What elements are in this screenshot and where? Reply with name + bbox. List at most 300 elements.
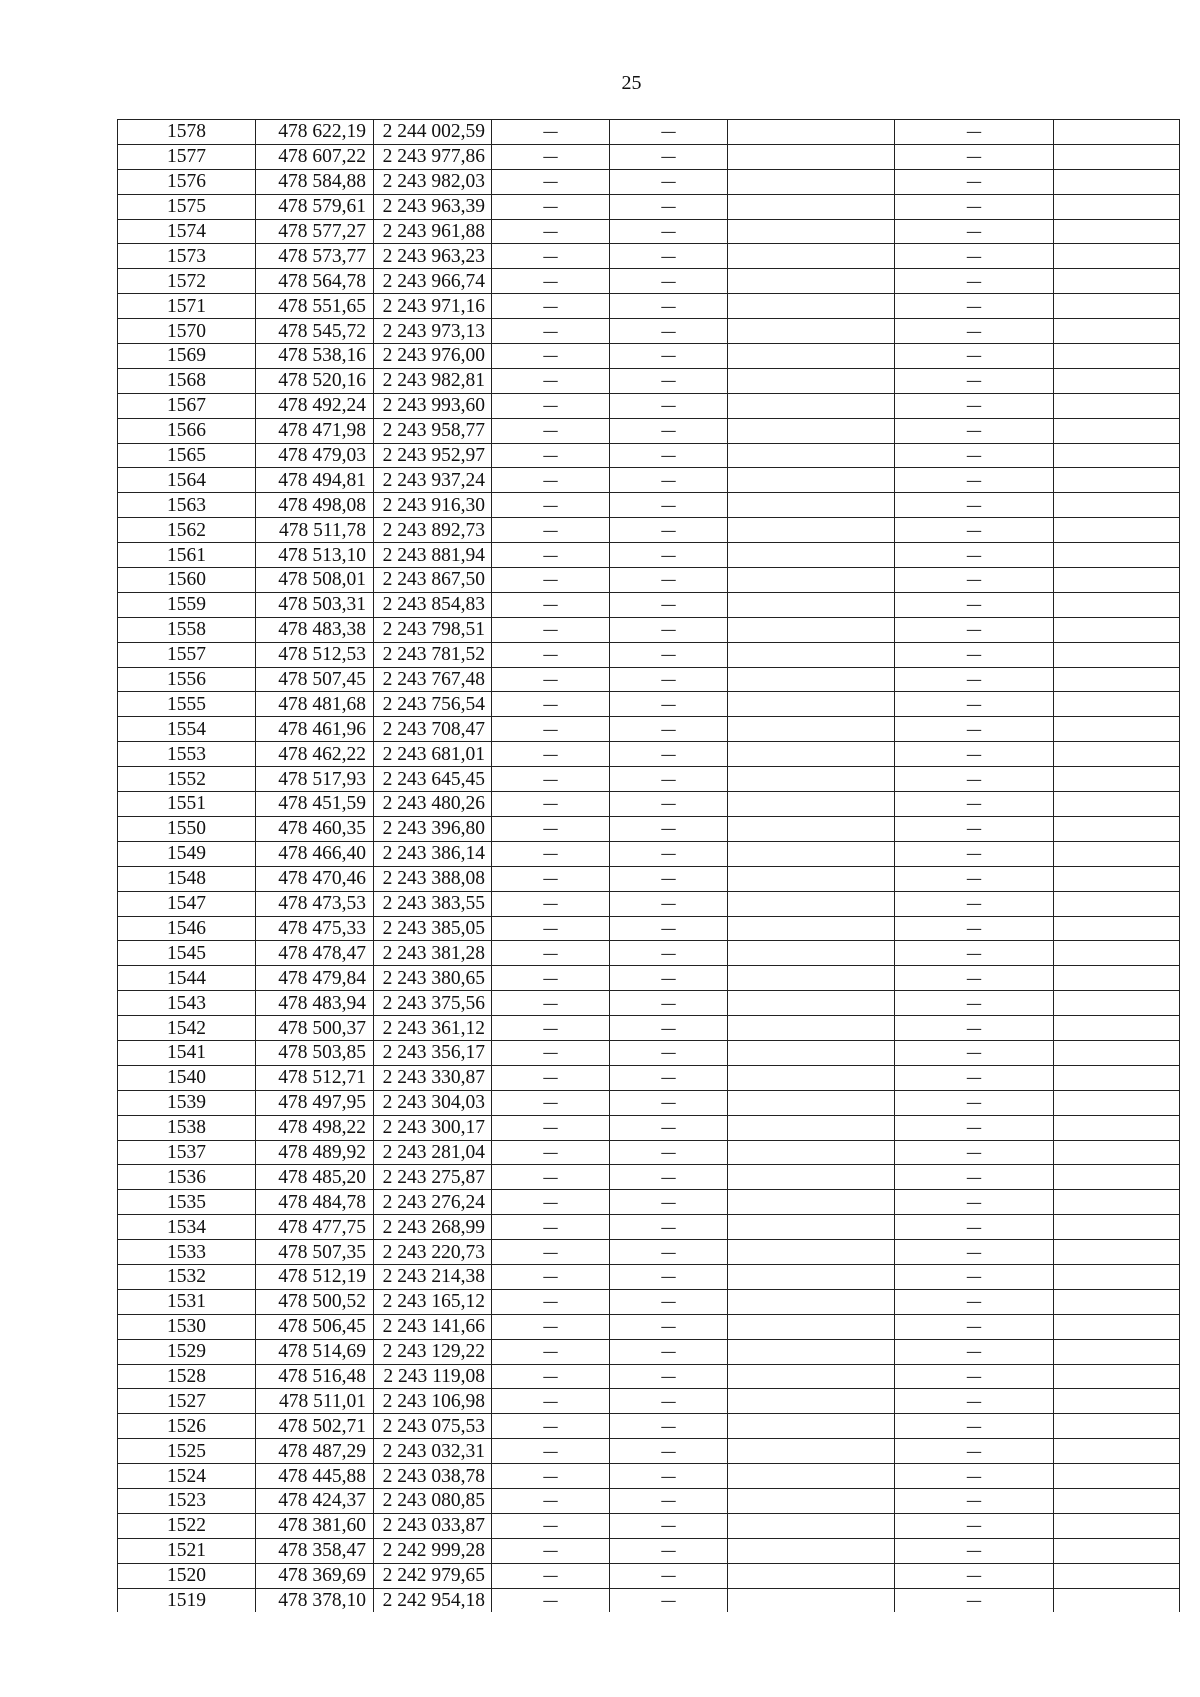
dash-cell: — xyxy=(610,841,728,866)
empty-cell xyxy=(728,1090,895,1115)
table-row xyxy=(118,941,1180,966)
table-row xyxy=(118,319,1180,344)
x-coordinate-cell: 478 477,75 xyxy=(256,1215,374,1240)
table-row xyxy=(118,767,1180,792)
point-number-cell: 1551 xyxy=(118,792,256,817)
table-row xyxy=(118,493,1180,518)
empty-cell xyxy=(728,194,895,219)
point-number-cell: 1543 xyxy=(118,991,256,1016)
y-coordinate-cell: 2 243 214,38 xyxy=(374,1264,492,1289)
page-number: 25 xyxy=(621,72,642,94)
empty-cell xyxy=(728,493,895,518)
dash-cell: — xyxy=(895,742,1054,767)
x-coordinate-cell: 478 451,59 xyxy=(256,792,374,817)
x-coordinate-cell: 478 487,29 xyxy=(256,1439,374,1464)
empty-cell xyxy=(1054,543,1180,568)
table-row xyxy=(118,792,1180,817)
table-row xyxy=(118,1389,1180,1414)
table-row xyxy=(118,1165,1180,1190)
table-row xyxy=(118,1065,1180,1090)
x-coordinate-cell: 478 507,45 xyxy=(256,667,374,692)
y-coordinate-cell: 2 243 681,01 xyxy=(374,742,492,767)
empty-cell xyxy=(1054,443,1180,468)
x-coordinate-cell: 478 513,10 xyxy=(256,543,374,568)
dash-cell: — xyxy=(492,816,610,841)
dash-cell: — xyxy=(610,418,728,443)
empty-cell xyxy=(728,1240,895,1265)
dash-cell: — xyxy=(492,1065,610,1090)
y-coordinate-cell: 2 243 080,85 xyxy=(374,1488,492,1513)
dash-cell: — xyxy=(610,617,728,642)
table-row xyxy=(118,1264,1180,1289)
dash-cell: — xyxy=(895,493,1054,518)
dash-cell: — xyxy=(492,991,610,1016)
empty-cell xyxy=(1054,1264,1180,1289)
dash-cell: — xyxy=(492,1215,610,1240)
dash-cell: — xyxy=(492,1040,610,1065)
y-coordinate-cell: 2 243 386,14 xyxy=(374,841,492,866)
dash-cell: — xyxy=(492,1140,610,1165)
point-number-cell: 1566 xyxy=(118,418,256,443)
dash-cell: — xyxy=(492,120,610,145)
point-number-cell: 1520 xyxy=(118,1563,256,1588)
dash-cell: — xyxy=(492,468,610,493)
empty-cell xyxy=(728,1588,895,1612)
dash-cell: — xyxy=(492,1264,610,1289)
empty-cell xyxy=(1054,269,1180,294)
empty-cell xyxy=(728,642,895,667)
dash-cell: — xyxy=(492,518,610,543)
dash-cell: — xyxy=(895,667,1054,692)
point-number-cell: 1572 xyxy=(118,269,256,294)
empty-cell xyxy=(1054,1563,1180,1588)
point-number-cell: 1541 xyxy=(118,1040,256,1065)
empty-cell xyxy=(1054,642,1180,667)
dash-cell: — xyxy=(492,667,610,692)
x-coordinate-cell: 478 517,93 xyxy=(256,767,374,792)
dash-cell: — xyxy=(895,1016,1054,1041)
y-coordinate-cell: 2 243 767,48 xyxy=(374,667,492,692)
dash-cell: — xyxy=(895,568,1054,593)
point-number-cell: 1522 xyxy=(118,1513,256,1538)
point-number-cell: 1533 xyxy=(118,1240,256,1265)
empty-cell xyxy=(1054,244,1180,269)
empty-cell xyxy=(1054,120,1180,145)
dash-cell: — xyxy=(492,1339,610,1364)
y-coordinate-cell: 2 244 002,59 xyxy=(374,120,492,145)
table-row xyxy=(118,1215,1180,1240)
empty-cell xyxy=(728,966,895,991)
dash-cell: — xyxy=(895,767,1054,792)
empty-cell xyxy=(728,692,895,717)
empty-cell xyxy=(1054,194,1180,219)
dash-cell: — xyxy=(610,941,728,966)
point-number-cell: 1540 xyxy=(118,1065,256,1090)
dash-cell: — xyxy=(895,1090,1054,1115)
dash-cell: — xyxy=(492,1563,610,1588)
point-number-cell: 1559 xyxy=(118,592,256,617)
x-coordinate-cell: 478 512,71 xyxy=(256,1065,374,1090)
x-coordinate-cell: 478 381,60 xyxy=(256,1513,374,1538)
x-coordinate-cell: 478 511,01 xyxy=(256,1389,374,1414)
dash-cell: — xyxy=(492,1090,610,1115)
y-coordinate-cell: 2 243 963,39 xyxy=(374,194,492,219)
dash-cell: — xyxy=(895,1065,1054,1090)
dash-cell: — xyxy=(492,1389,610,1414)
table-row xyxy=(118,294,1180,319)
dash-cell: — xyxy=(895,1289,1054,1314)
dash-cell: — xyxy=(610,543,728,568)
table-row xyxy=(118,891,1180,916)
empty-cell xyxy=(728,1140,895,1165)
table-row xyxy=(118,1414,1180,1439)
dash-cell: — xyxy=(610,792,728,817)
empty-cell xyxy=(728,1264,895,1289)
y-coordinate-cell: 2 243 385,05 xyxy=(374,916,492,941)
x-coordinate-cell: 478 514,69 xyxy=(256,1339,374,1364)
dash-cell: — xyxy=(895,891,1054,916)
dash-cell: — xyxy=(610,1140,728,1165)
empty-cell xyxy=(728,1165,895,1190)
dash-cell: — xyxy=(610,568,728,593)
y-coordinate-cell: 2 243 038,78 xyxy=(374,1464,492,1489)
dash-cell: — xyxy=(492,319,610,344)
empty-cell xyxy=(1054,941,1180,966)
table-row xyxy=(118,169,1180,194)
x-coordinate-cell: 478 483,38 xyxy=(256,617,374,642)
x-coordinate-cell: 478 511,78 xyxy=(256,518,374,543)
y-coordinate-cell: 2 243 971,16 xyxy=(374,294,492,319)
empty-cell xyxy=(1054,1215,1180,1240)
point-number-cell: 1521 xyxy=(118,1538,256,1563)
empty-cell xyxy=(1054,991,1180,1016)
dash-cell: — xyxy=(492,568,610,593)
x-coordinate-cell: 478 577,27 xyxy=(256,219,374,244)
dash-cell: — xyxy=(895,1190,1054,1215)
dash-cell: — xyxy=(492,1464,610,1489)
table-row xyxy=(118,1339,1180,1364)
table-row xyxy=(118,717,1180,742)
empty-cell xyxy=(728,617,895,642)
point-number-cell: 1553 xyxy=(118,742,256,767)
table-row xyxy=(118,1190,1180,1215)
x-coordinate-cell: 478 497,95 xyxy=(256,1090,374,1115)
dash-cell: — xyxy=(895,642,1054,667)
table-row xyxy=(118,1439,1180,1464)
x-coordinate-cell: 478 502,71 xyxy=(256,1414,374,1439)
dash-cell: — xyxy=(895,418,1054,443)
y-coordinate-cell: 2 243 966,74 xyxy=(374,269,492,294)
dash-cell: — xyxy=(895,144,1054,169)
empty-cell xyxy=(728,1464,895,1489)
empty-cell xyxy=(728,1289,895,1314)
table-row xyxy=(118,194,1180,219)
dash-cell: — xyxy=(492,941,610,966)
empty-cell xyxy=(728,1364,895,1389)
dash-cell: — xyxy=(492,169,610,194)
point-number-cell: 1525 xyxy=(118,1439,256,1464)
dash-cell: — xyxy=(492,244,610,269)
dash-cell: — xyxy=(492,1314,610,1339)
point-number-cell: 1527 xyxy=(118,1389,256,1414)
point-number-cell: 1570 xyxy=(118,319,256,344)
table-row xyxy=(118,742,1180,767)
empty-cell xyxy=(728,1065,895,1090)
empty-cell xyxy=(728,1513,895,1538)
dash-cell: — xyxy=(895,1040,1054,1065)
x-coordinate-cell: 478 473,53 xyxy=(256,891,374,916)
empty-cell xyxy=(728,443,895,468)
dash-cell: — xyxy=(610,642,728,667)
x-coordinate-cell: 478 503,85 xyxy=(256,1040,374,1065)
dash-cell: — xyxy=(492,866,610,891)
y-coordinate-cell: 2 243 854,83 xyxy=(374,592,492,617)
table-row xyxy=(118,1240,1180,1265)
dash-cell: — xyxy=(492,717,610,742)
empty-cell xyxy=(1054,1339,1180,1364)
x-coordinate-cell: 478 471,98 xyxy=(256,418,374,443)
x-coordinate-cell: 478 516,48 xyxy=(256,1364,374,1389)
point-number-cell: 1546 xyxy=(118,916,256,941)
dash-cell: — xyxy=(610,393,728,418)
empty-cell xyxy=(1054,916,1180,941)
empty-cell xyxy=(1054,1414,1180,1439)
dash-cell: — xyxy=(895,1389,1054,1414)
empty-cell xyxy=(1054,1040,1180,1065)
empty-cell xyxy=(1054,368,1180,393)
empty-cell xyxy=(728,344,895,369)
empty-cell xyxy=(1054,1464,1180,1489)
empty-cell xyxy=(728,767,895,792)
empty-cell xyxy=(728,219,895,244)
dash-cell: — xyxy=(610,144,728,169)
empty-cell xyxy=(1054,767,1180,792)
empty-cell xyxy=(1054,717,1180,742)
table-row xyxy=(118,1538,1180,1563)
dash-cell: — xyxy=(895,841,1054,866)
table-row xyxy=(118,1563,1180,1588)
point-number-cell: 1531 xyxy=(118,1289,256,1314)
empty-cell xyxy=(728,717,895,742)
empty-cell xyxy=(1054,1240,1180,1265)
dash-cell: — xyxy=(492,194,610,219)
point-number-cell: 1557 xyxy=(118,642,256,667)
x-coordinate-cell: 478 483,94 xyxy=(256,991,374,1016)
empty-cell xyxy=(1054,1065,1180,1090)
y-coordinate-cell: 2 243 075,53 xyxy=(374,1414,492,1439)
empty-cell xyxy=(1054,667,1180,692)
point-number-cell: 1565 xyxy=(118,443,256,468)
dash-cell: — xyxy=(610,1464,728,1489)
dash-cell: — xyxy=(610,1165,728,1190)
table-row xyxy=(118,568,1180,593)
y-coordinate-cell: 2 243 165,12 xyxy=(374,1289,492,1314)
dash-cell: — xyxy=(492,1289,610,1314)
table-row xyxy=(118,1588,1180,1612)
y-coordinate-cell: 2 243 375,56 xyxy=(374,991,492,1016)
point-number-cell: 1524 xyxy=(118,1464,256,1489)
y-coordinate-cell: 2 243 275,87 xyxy=(374,1165,492,1190)
point-number-cell: 1538 xyxy=(118,1115,256,1140)
empty-cell xyxy=(728,991,895,1016)
point-number-cell: 1554 xyxy=(118,717,256,742)
table-row xyxy=(118,1364,1180,1389)
point-number-cell: 1562 xyxy=(118,518,256,543)
x-coordinate-cell: 478 475,33 xyxy=(256,916,374,941)
dash-cell: — xyxy=(895,916,1054,941)
x-coordinate-cell: 478 498,22 xyxy=(256,1115,374,1140)
empty-cell xyxy=(728,1314,895,1339)
x-coordinate-cell: 478 508,01 xyxy=(256,568,374,593)
point-number-cell: 1523 xyxy=(118,1488,256,1513)
empty-cell xyxy=(728,1190,895,1215)
dash-cell: — xyxy=(492,1538,610,1563)
x-coordinate-cell: 478 622,19 xyxy=(256,120,374,145)
point-number-cell: 1558 xyxy=(118,617,256,642)
dash-cell: — xyxy=(895,816,1054,841)
empty-cell xyxy=(728,319,895,344)
empty-cell xyxy=(728,294,895,319)
y-coordinate-cell: 2 243 781,52 xyxy=(374,642,492,667)
point-number-cell: 1548 xyxy=(118,866,256,891)
empty-cell xyxy=(728,916,895,941)
dash-cell: — xyxy=(895,692,1054,717)
point-number-cell: 1530 xyxy=(118,1314,256,1339)
empty-cell xyxy=(728,792,895,817)
x-coordinate-cell: 478 512,19 xyxy=(256,1264,374,1289)
table-row xyxy=(118,269,1180,294)
y-coordinate-cell: 2 243 993,60 xyxy=(374,393,492,418)
x-coordinate-cell: 478 507,35 xyxy=(256,1240,374,1265)
dash-cell: — xyxy=(492,1414,610,1439)
empty-cell xyxy=(728,1115,895,1140)
empty-cell xyxy=(1054,1389,1180,1414)
dash-cell: — xyxy=(610,493,728,518)
x-coordinate-cell: 478 551,65 xyxy=(256,294,374,319)
empty-cell xyxy=(728,518,895,543)
y-coordinate-cell: 2 243 881,94 xyxy=(374,543,492,568)
x-coordinate-cell: 478 500,37 xyxy=(256,1016,374,1041)
empty-cell xyxy=(728,1439,895,1464)
x-coordinate-cell: 478 378,10 xyxy=(256,1588,374,1612)
x-coordinate-cell: 478 503,31 xyxy=(256,592,374,617)
empty-cell xyxy=(1054,866,1180,891)
empty-cell xyxy=(728,269,895,294)
table-row xyxy=(118,468,1180,493)
x-coordinate-cell: 478 573,77 xyxy=(256,244,374,269)
dash-cell: — xyxy=(610,443,728,468)
empty-cell xyxy=(1054,393,1180,418)
empty-cell xyxy=(728,120,895,145)
table-row xyxy=(118,344,1180,369)
empty-cell xyxy=(1054,169,1180,194)
point-number-cell: 1567 xyxy=(118,393,256,418)
empty-cell xyxy=(728,418,895,443)
dash-cell: — xyxy=(492,617,610,642)
dash-cell: — xyxy=(895,991,1054,1016)
dash-cell: — xyxy=(610,667,728,692)
point-number-cell: 1528 xyxy=(118,1364,256,1389)
x-coordinate-cell: 478 492,24 xyxy=(256,393,374,418)
dash-cell: — xyxy=(895,169,1054,194)
dash-cell: — xyxy=(895,1464,1054,1489)
table-row xyxy=(118,418,1180,443)
empty-cell xyxy=(1054,1513,1180,1538)
dash-cell: — xyxy=(895,344,1054,369)
dash-cell: — xyxy=(610,1364,728,1389)
dash-cell: — xyxy=(610,1414,728,1439)
empty-cell xyxy=(1054,219,1180,244)
empty-cell xyxy=(1054,592,1180,617)
y-coordinate-cell: 2 243 220,73 xyxy=(374,1240,492,1265)
empty-cell xyxy=(1054,1016,1180,1041)
y-coordinate-cell: 2 242 979,65 xyxy=(374,1563,492,1588)
empty-cell xyxy=(1054,1538,1180,1563)
dash-cell: — xyxy=(492,1364,610,1389)
dash-cell: — xyxy=(610,1538,728,1563)
point-number-cell: 1560 xyxy=(118,568,256,593)
table-row xyxy=(118,1140,1180,1165)
empty-cell xyxy=(728,244,895,269)
dash-cell: — xyxy=(492,916,610,941)
point-number-cell: 1550 xyxy=(118,816,256,841)
empty-cell xyxy=(728,169,895,194)
point-number-cell: 1556 xyxy=(118,667,256,692)
dash-cell: — xyxy=(895,244,1054,269)
table-row xyxy=(118,443,1180,468)
empty-cell xyxy=(728,568,895,593)
table-row xyxy=(118,244,1180,269)
dash-cell: — xyxy=(610,368,728,393)
dash-cell: — xyxy=(610,742,728,767)
dash-cell: — xyxy=(895,1215,1054,1240)
dash-cell: — xyxy=(492,144,610,169)
table-row xyxy=(118,518,1180,543)
dash-cell: — xyxy=(610,1588,728,1612)
empty-cell xyxy=(728,1215,895,1240)
x-coordinate-cell: 478 479,84 xyxy=(256,966,374,991)
point-number-cell: 1539 xyxy=(118,1090,256,1115)
table-row xyxy=(118,667,1180,692)
dash-cell: — xyxy=(895,543,1054,568)
x-coordinate-cell: 478 545,72 xyxy=(256,319,374,344)
point-number-cell: 1576 xyxy=(118,169,256,194)
dash-cell: — xyxy=(895,219,1054,244)
empty-cell xyxy=(1054,1314,1180,1339)
dash-cell: — xyxy=(610,1563,728,1588)
dash-cell: — xyxy=(895,269,1054,294)
y-coordinate-cell: 2 242 954,18 xyxy=(374,1588,492,1612)
dash-cell: — xyxy=(610,219,728,244)
y-coordinate-cell: 2 243 973,13 xyxy=(374,319,492,344)
table-row xyxy=(118,841,1180,866)
y-coordinate-cell: 2 242 999,28 xyxy=(374,1538,492,1563)
empty-cell xyxy=(728,1389,895,1414)
point-number-cell: 1534 xyxy=(118,1215,256,1240)
empty-cell xyxy=(1054,891,1180,916)
point-number-cell: 1578 xyxy=(118,120,256,145)
dash-cell: — xyxy=(492,368,610,393)
empty-cell xyxy=(1054,1140,1180,1165)
dash-cell: — xyxy=(895,294,1054,319)
point-number-cell: 1571 xyxy=(118,294,256,319)
dash-cell: — xyxy=(610,1439,728,1464)
dash-cell: — xyxy=(895,1115,1054,1140)
x-coordinate-cell: 478 484,78 xyxy=(256,1190,374,1215)
y-coordinate-cell: 2 243 381,28 xyxy=(374,941,492,966)
dash-cell: — xyxy=(610,1488,728,1513)
empty-cell xyxy=(1054,468,1180,493)
